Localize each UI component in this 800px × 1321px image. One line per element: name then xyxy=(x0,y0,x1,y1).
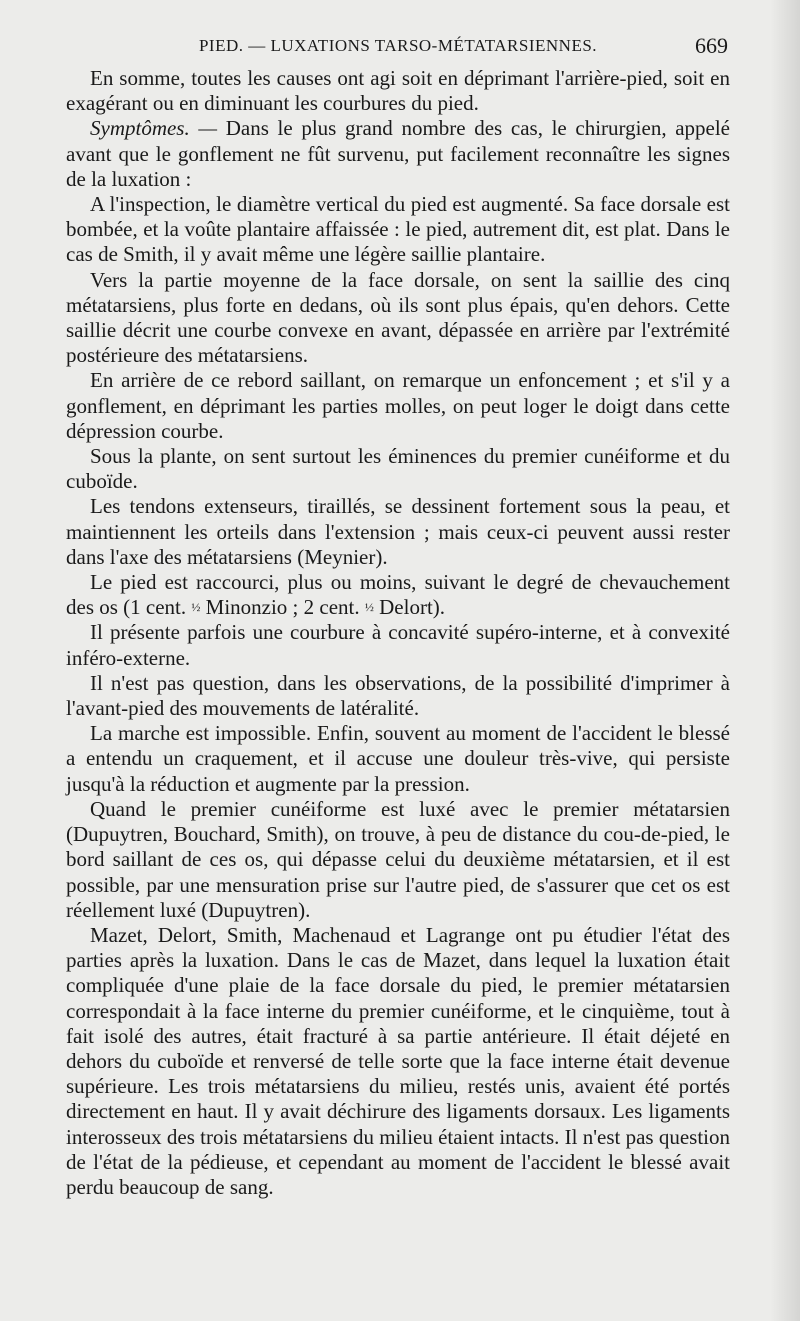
paragraph-text: Le pied est raccourci, plus ou moins, suivant le degré de chevauchement des os (1 cent. xyxy=(66,570,730,620)
page-number: 669 xyxy=(695,33,728,58)
fraction: ½ xyxy=(191,600,201,615)
paragraph: En somme, toutes les causes ont agi soit en déprimant l'arrière-pied, soit en exagérant ou en diminuant les courbures du pied. xyxy=(66,66,730,116)
paragraph-text: Dans le plus grand nombre des cas, le chirurgien, appelé avant que le gonflement ne fût survenu, put facilement reconnaître les signes de la luxation : xyxy=(66,116,731,191)
paragraph: A l'inspection, le diamètre vertical du pied est augmenté. Sa face dorsale est bombée, et la voûte plantaire affaissée : le pied, autrement dit, est plat. Dans le cas de Smith, il y avait même une légère saillie plantaire. xyxy=(66,192,730,267)
paragraph: Il n'est pas question, dans les observations, de la possibilité d'imprimer à l'avant-pied des mouvements de latéralité. xyxy=(66,670,730,721)
page-header xyxy=(66,30,730,64)
paragraph: Sous la plante, on sent surtout les éminences du premier cunéiforme et du cuboïde. xyxy=(66,444,730,494)
paragraph: La marche est impossible. Enfin, souvent au moment de l'accident le blessé a entendu un craquement, et il accuse une douleur très-vive, qui persiste jusqu'à la réduction et augmente par la pression. xyxy=(66,721,730,796)
paragraph: En arrière de ce rebord saillant, on remarque un enfoncement ; et s'il y a gonflement, en déprimant les parties molles, on peut loger le doigt dans cette dépression courbe. xyxy=(66,368,730,443)
fraction: ½ xyxy=(364,600,374,615)
paragraph: Les tendons extenseurs, tiraillés, se dessinent fortement sous la peau, et maintiennent les orteils dans l'extension ; mais ceux-ci peuvent aussi rester dans l'axe des métatarsiens (Meynier). xyxy=(66,494,730,569)
paragraph: Vers la partie moyenne de la face dorsale, on sent la saillie des cinq métatarsiens, plus forte en dedans, où ils sont plus épais, qu'en dehors. Cette saillie décrit une courbe convexe en avant, dépassée en arrière par l'extrémité postérieure des métatarsiens. xyxy=(66,267,730,368)
section-lead: Symptômes. — xyxy=(90,116,218,141)
body-text xyxy=(66,66,730,1200)
page-edge-shadow xyxy=(770,0,800,1321)
inline-text: Minonzio ; 2 cent. xyxy=(205,595,360,620)
paragraph: Quand le premier cunéiforme est luxé avec le premier métatarsien (Dupuytren, Bouchard, Smith), on trouve, à peu de distance du cou-de-pied, le bord saillant de ces os, qui dépasse celui du deuxième métatarsien, et il est possible, par une mensuration prise sur l'autre pied, de s'assurer que cet os est réellement luxé (Dupuytren). xyxy=(66,796,730,922)
paragraph: Il présente parfois une courbure à concavité supéro-interne, et à convexité inféro-externe. xyxy=(66,620,730,670)
inline-text: Delort). xyxy=(379,595,446,620)
paragraph-symptomes xyxy=(66,116,730,192)
paragraph-raccourci xyxy=(66,570,730,620)
running-title: PIED. — LUXATIONS TARSO-MÉTATARSIENNES. xyxy=(198,36,598,55)
paragraph: Mazet, Delort, Smith, Machenaud et Lagrange ont pu étudier l'état des parties après la luxation. Dans le cas de Mazet, dans lequel la luxation était compliquée d'une plaie de la face dorsale du pied, le premier métatarsien correspondait à la face interne du premier cunéiforme, et le cinquième, tout à fait isolé des autres, était fracturé à sa partie antérieure. Il était déjeté en dehors du cuboïde et renversé de telle sorte que la face interne était devenue supérieure. Les trois métatarsiens du milieu, restés unis, avaient été portés directement en haut. Il y avait déchirure des ligaments dorsaux. Les ligaments interosseux des trois métatarsiens du milieu étaient intacts. Il n'est pas question de l'état de la pédieuse, et cependant au moment de l'accident le blessé avait perdu beaucoup de sang. xyxy=(66,922,730,1199)
